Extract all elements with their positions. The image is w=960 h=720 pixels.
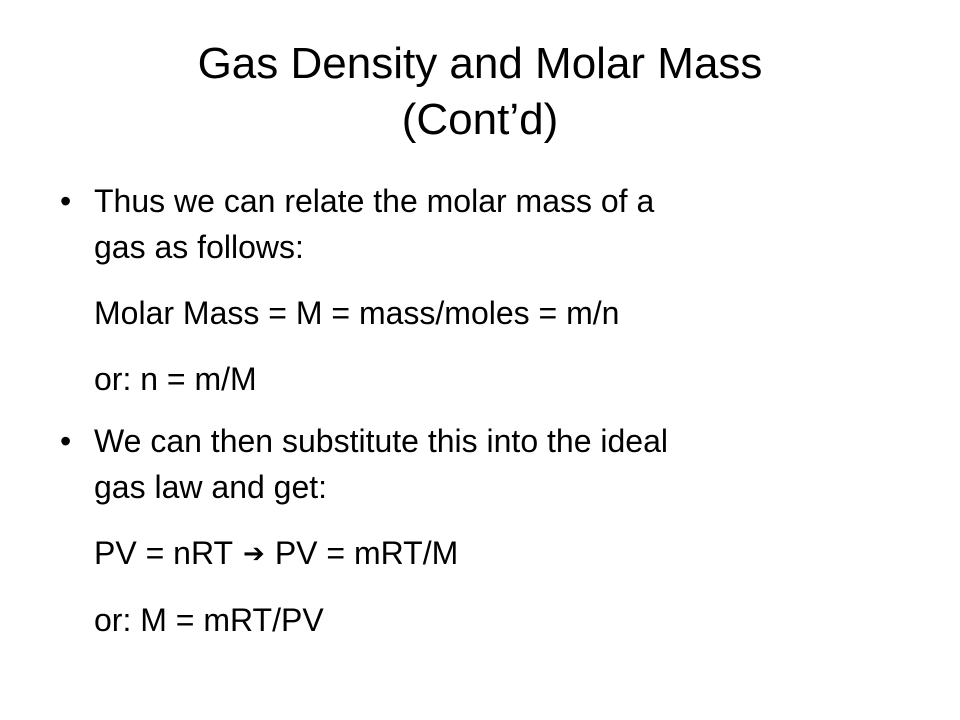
title-line-1: Gas Density and Molar Mass [197, 39, 763, 88]
slide-body [60, 178, 920, 643]
equation-right: PV = mRT/M [274, 535, 459, 571]
equation-n: or: n = m/M [94, 361, 257, 397]
bullet-2-line-2: gas law and get: [94, 469, 328, 505]
equation-ideal-gas [60, 530, 920, 577]
bullet-2-line-1: We can then substitute this into the ideal [94, 423, 668, 459]
bullet-ideal-gas [60, 418, 920, 510]
bullet-dot-icon: • [60, 183, 72, 219]
bullet-1-line-1: Thus we can relate the molar mass of a [94, 183, 655, 219]
equation-m: or: M = mRT/PV [94, 602, 324, 638]
bullet-dot-icon: • [60, 423, 72, 459]
arrow-right-icon: ➔ [243, 539, 265, 569]
bullet-molar-mass [60, 178, 920, 270]
bullet-1-line-2: gas as follows: [94, 229, 304, 265]
slide-title [60, 36, 900, 148]
equation-molar-mass: Molar Mass = M = mass/moles = m/n [94, 295, 620, 331]
equation-left: PV = nRT [94, 535, 234, 571]
title-line-2: (Cont’d) [401, 95, 559, 144]
